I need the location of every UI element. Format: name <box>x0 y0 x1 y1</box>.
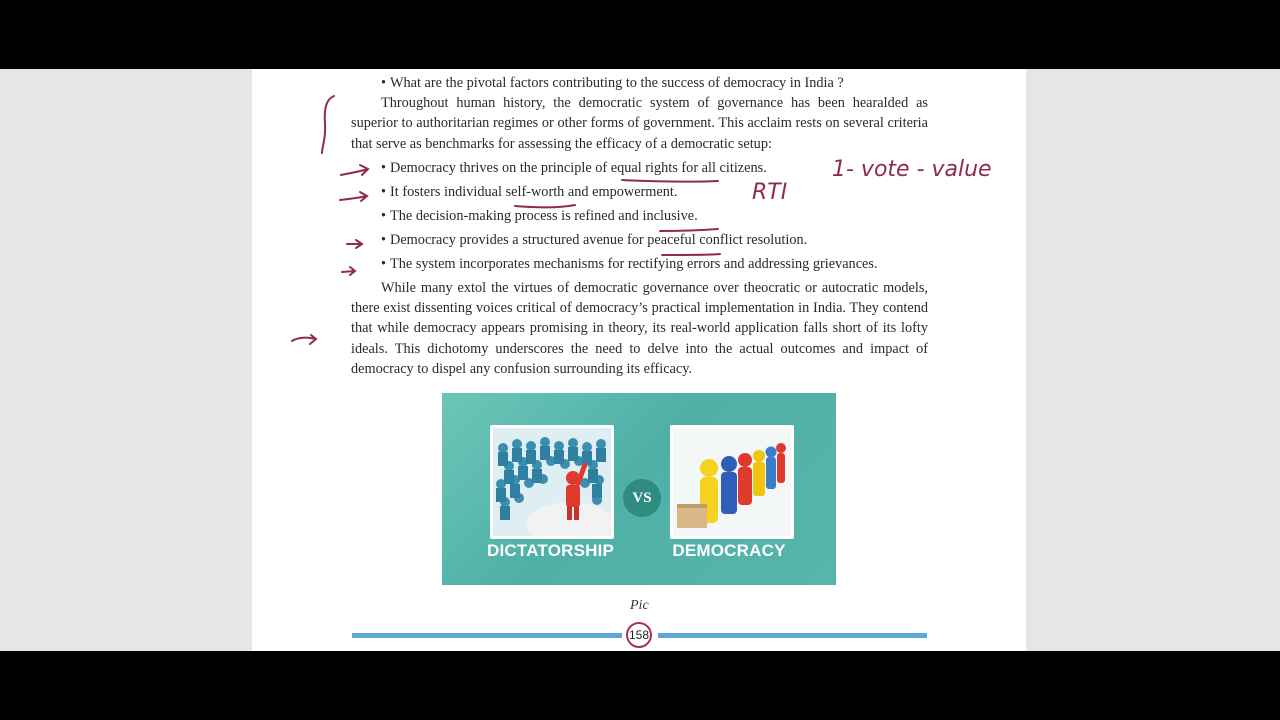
video-frame <box>0 69 1280 651</box>
bullet-item-text: The decision-making process is refined and inclusive. <box>390 207 698 224</box>
vs-badge: VS <box>623 479 661 517</box>
footer-bar-right <box>658 633 927 638</box>
footer-bar-left <box>352 633 622 638</box>
bullet-item-text: Democracy provides a structured avenue for peaceful conflict resolution. <box>390 231 808 248</box>
textbook-page <box>252 69 1026 651</box>
bullet-item: • It fosters individual self-worth and empowerment. <box>381 183 678 200</box>
paragraph-intro: Throughout human history, the democratic system of governance has been hearalded as superior to authoritarian regimes or other forms of government. This acclaim rests on several criteria that serve as benchmarks for assessing the efficacy of a democratic setup: <box>351 95 928 152</box>
bullet-question-text: What are the pivotal factors contributing to the success of democracy in India ? <box>390 75 844 91</box>
bullet-item: • Democracy provides a structured avenue for peaceful conflict resolution. <box>381 231 808 248</box>
paragraph-critique: While many extol the virtues of democratic governance over theocratic or autocratic models, there exist dissenting voices critical of democracy’s practical implementation in India. They contend that while democracy appears promising in theory, its real-world application falls short of its lofty ideals. This dichotomy underscores the need to delve into the actual outcomes and impact of democracy to dispel any confusion surrounding its efficacy. <box>351 279 928 378</box>
note-vote-value: 1- vote - value <box>832 157 992 182</box>
democracy-label: DEMOCRACY <box>672 541 786 560</box>
page-number: 158 <box>626 622 652 648</box>
bullet-item-text: Democracy thrives on the principle of equal rights for all citizens. <box>390 159 767 176</box>
bullet-question: • What are the pivotal factors contributing to the success of democracy in India ? <box>381 75 844 91</box>
bullet-item: • The decision-making process is refined and inclusive. <box>381 207 698 224</box>
bullet-item: • The system incorporates mechanisms for rectifying errors and addressing grievances. <box>381 255 878 272</box>
dictatorship-image <box>490 425 614 539</box>
bullet-item: • Democracy thrives on the principle of equal rights for all citizens. <box>381 159 767 176</box>
bullet-item-text: It fosters individual self-worth and empowerment. <box>390 183 678 200</box>
democracy-image <box>670 425 794 539</box>
note-rti: RTI <box>752 180 788 205</box>
dictatorship-label: DICTATORSHIP <box>487 541 615 560</box>
bullet-item-text: The system incorporates mechanisms for rectifying errors and addressing grievances. <box>390 255 878 272</box>
page-text <box>351 73 928 379</box>
dictatorship-vs-democracy-figure <box>442 393 836 585</box>
figure-caption: Pic <box>630 598 649 613</box>
